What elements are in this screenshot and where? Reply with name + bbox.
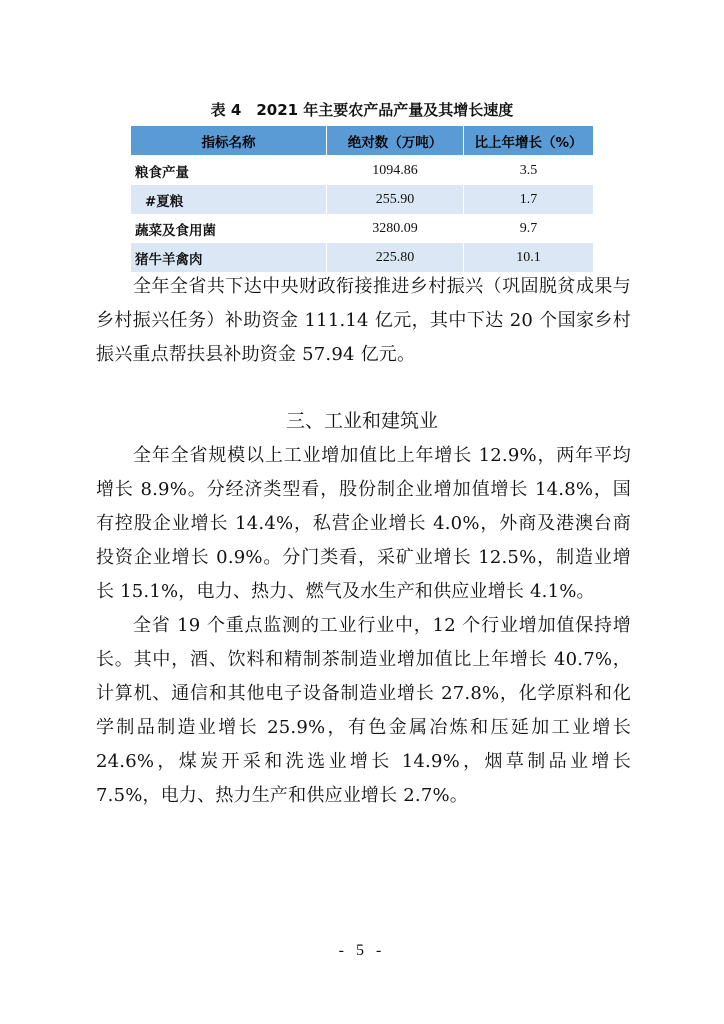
table-title: 表 4 2021 年主要农产品产量及其增长速度 [210, 101, 514, 119]
paragraph-industry-sectors: 全省 19 个重点监测的工业行业中，12 个行业增加值保持增长。其中，酒、饮料和精制茶制造业增加值比上年增长 40.7%，计算机、通信和其他电子设备制造业增长 27.8%，化学原料和化学制品制造业增长 25.9%，有色金属冶炼和压延加工业增长 24.6%，煤炭开采和洗选业增长 14.9%，烟草制品业增长 7.5%，电力、热力生产和供应业增长 2.7%。 [96, 615, 631, 806]
table-row [131, 243, 594, 272]
row-value: 255.90 [327, 185, 464, 214]
table-row [131, 185, 594, 214]
header-absolute-value: 绝对数（万吨） [327, 126, 464, 156]
row-name: #夏粮 [131, 185, 327, 214]
row-growth: 10.1 [464, 243, 594, 272]
row-growth: 1.7 [464, 185, 594, 214]
row-name: 蔬菜及食用菌 [131, 214, 327, 243]
agri-products-table [130, 125, 594, 272]
header-indicator-name: 指标名称 [131, 126, 327, 156]
row-growth: 3.5 [464, 156, 594, 186]
table-row [131, 156, 594, 186]
paragraph-industry-growth: 全年全省规模以上工业增加值比上年增长 12.9%，两年平均增长 8.9%。分经济类型看，股份制企业增加值增长 14.8%，国有控股企业增长 14.4%，私营企业增长 4.0%，外商及港澳台商投资企业增长 0.9%。分门类看，采矿业增长 12.5%，制造业增长 15.1%，电力、热力、燃气及水生产和供应业增长 4.1%。 [96, 445, 631, 602]
row-value: 225.80 [327, 243, 464, 272]
table-row [131, 214, 594, 243]
paragraph-rural-funding: 全年全省共下达中央财政衔接推进乡村振兴（巩固脱贫成果与乡村振兴任务）补助资金 111.14 亿元，其中下达 20 个国家乡村振兴重点帮扶县补助资金 57.94 亿元。 [96, 276, 631, 365]
table-header-row [131, 126, 594, 156]
row-value: 3280.09 [327, 214, 464, 243]
row-name: 粮食产量 [131, 156, 327, 186]
page-number: - 5 - [338, 942, 386, 959]
row-name: 猪牛羊禽肉 [131, 243, 327, 272]
section-heading: 三、工业和建筑业 [285, 410, 438, 432]
row-value: 1094.86 [327, 156, 464, 186]
header-growth-rate: 比上年增长（%） [464, 126, 594, 156]
row-growth: 9.7 [464, 214, 594, 243]
